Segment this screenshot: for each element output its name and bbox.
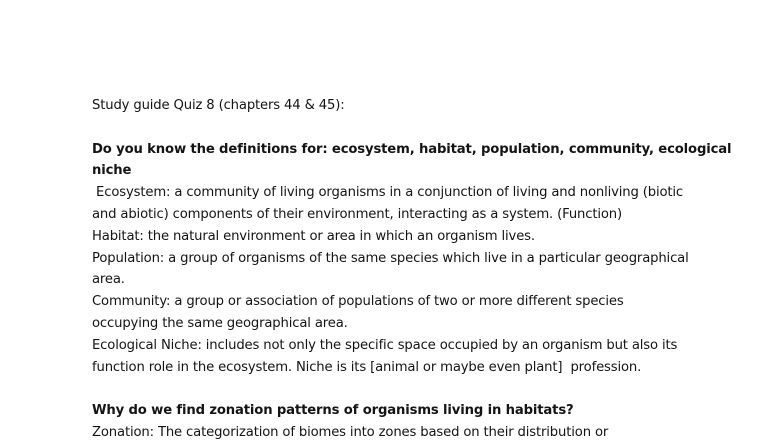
answer-zonation-line-1: Zonation: The categorization of biomes into zones based on their distribution or [92, 424, 609, 440]
answer-population-line-2: area. [92, 272, 125, 288]
answer-population-line-1: Population: a group of organisms of the same species which live in a particular geographical [92, 250, 689, 266]
answer-niche-line-2: function role in the ecosystem. Niche is its [animal or maybe even plant] profession. [92, 359, 642, 375]
answer-ecosystem-line-2: and abiotic) components of their environment, interacting as a system. (Function) [92, 206, 622, 222]
document-body [92, 95, 772, 444]
answer-niche-line-1: Ecological Niche: includes not only the specific space occupied by an organism but also its [92, 337, 678, 353]
question-definitions-line-2: niche [92, 163, 132, 179]
answer-community-line-1: Community: a group or association of populations of two or more different species [92, 294, 624, 310]
answer-community-line-2: occupying the same geographical area. [92, 315, 348, 331]
question-zonation: Why do we find zonation patterns of organisms living in habitats? [92, 403, 574, 419]
answer-habitat: Habitat: the natural environment or area in which an organism lives. [92, 228, 535, 244]
blank-line [92, 117, 772, 139]
document-title: Study guide Quiz 8 (chapters 44 & 45): [92, 98, 345, 113]
blank-line [92, 378, 772, 400]
answer-ecosystem-line-1: Ecosystem: a community of living organisms in a conjunction of living and nonliving (biotic [92, 185, 684, 201]
question-definitions-line-1: Do you know the definitions for: ecosystem, habitat, population, community, ecological [92, 141, 732, 157]
